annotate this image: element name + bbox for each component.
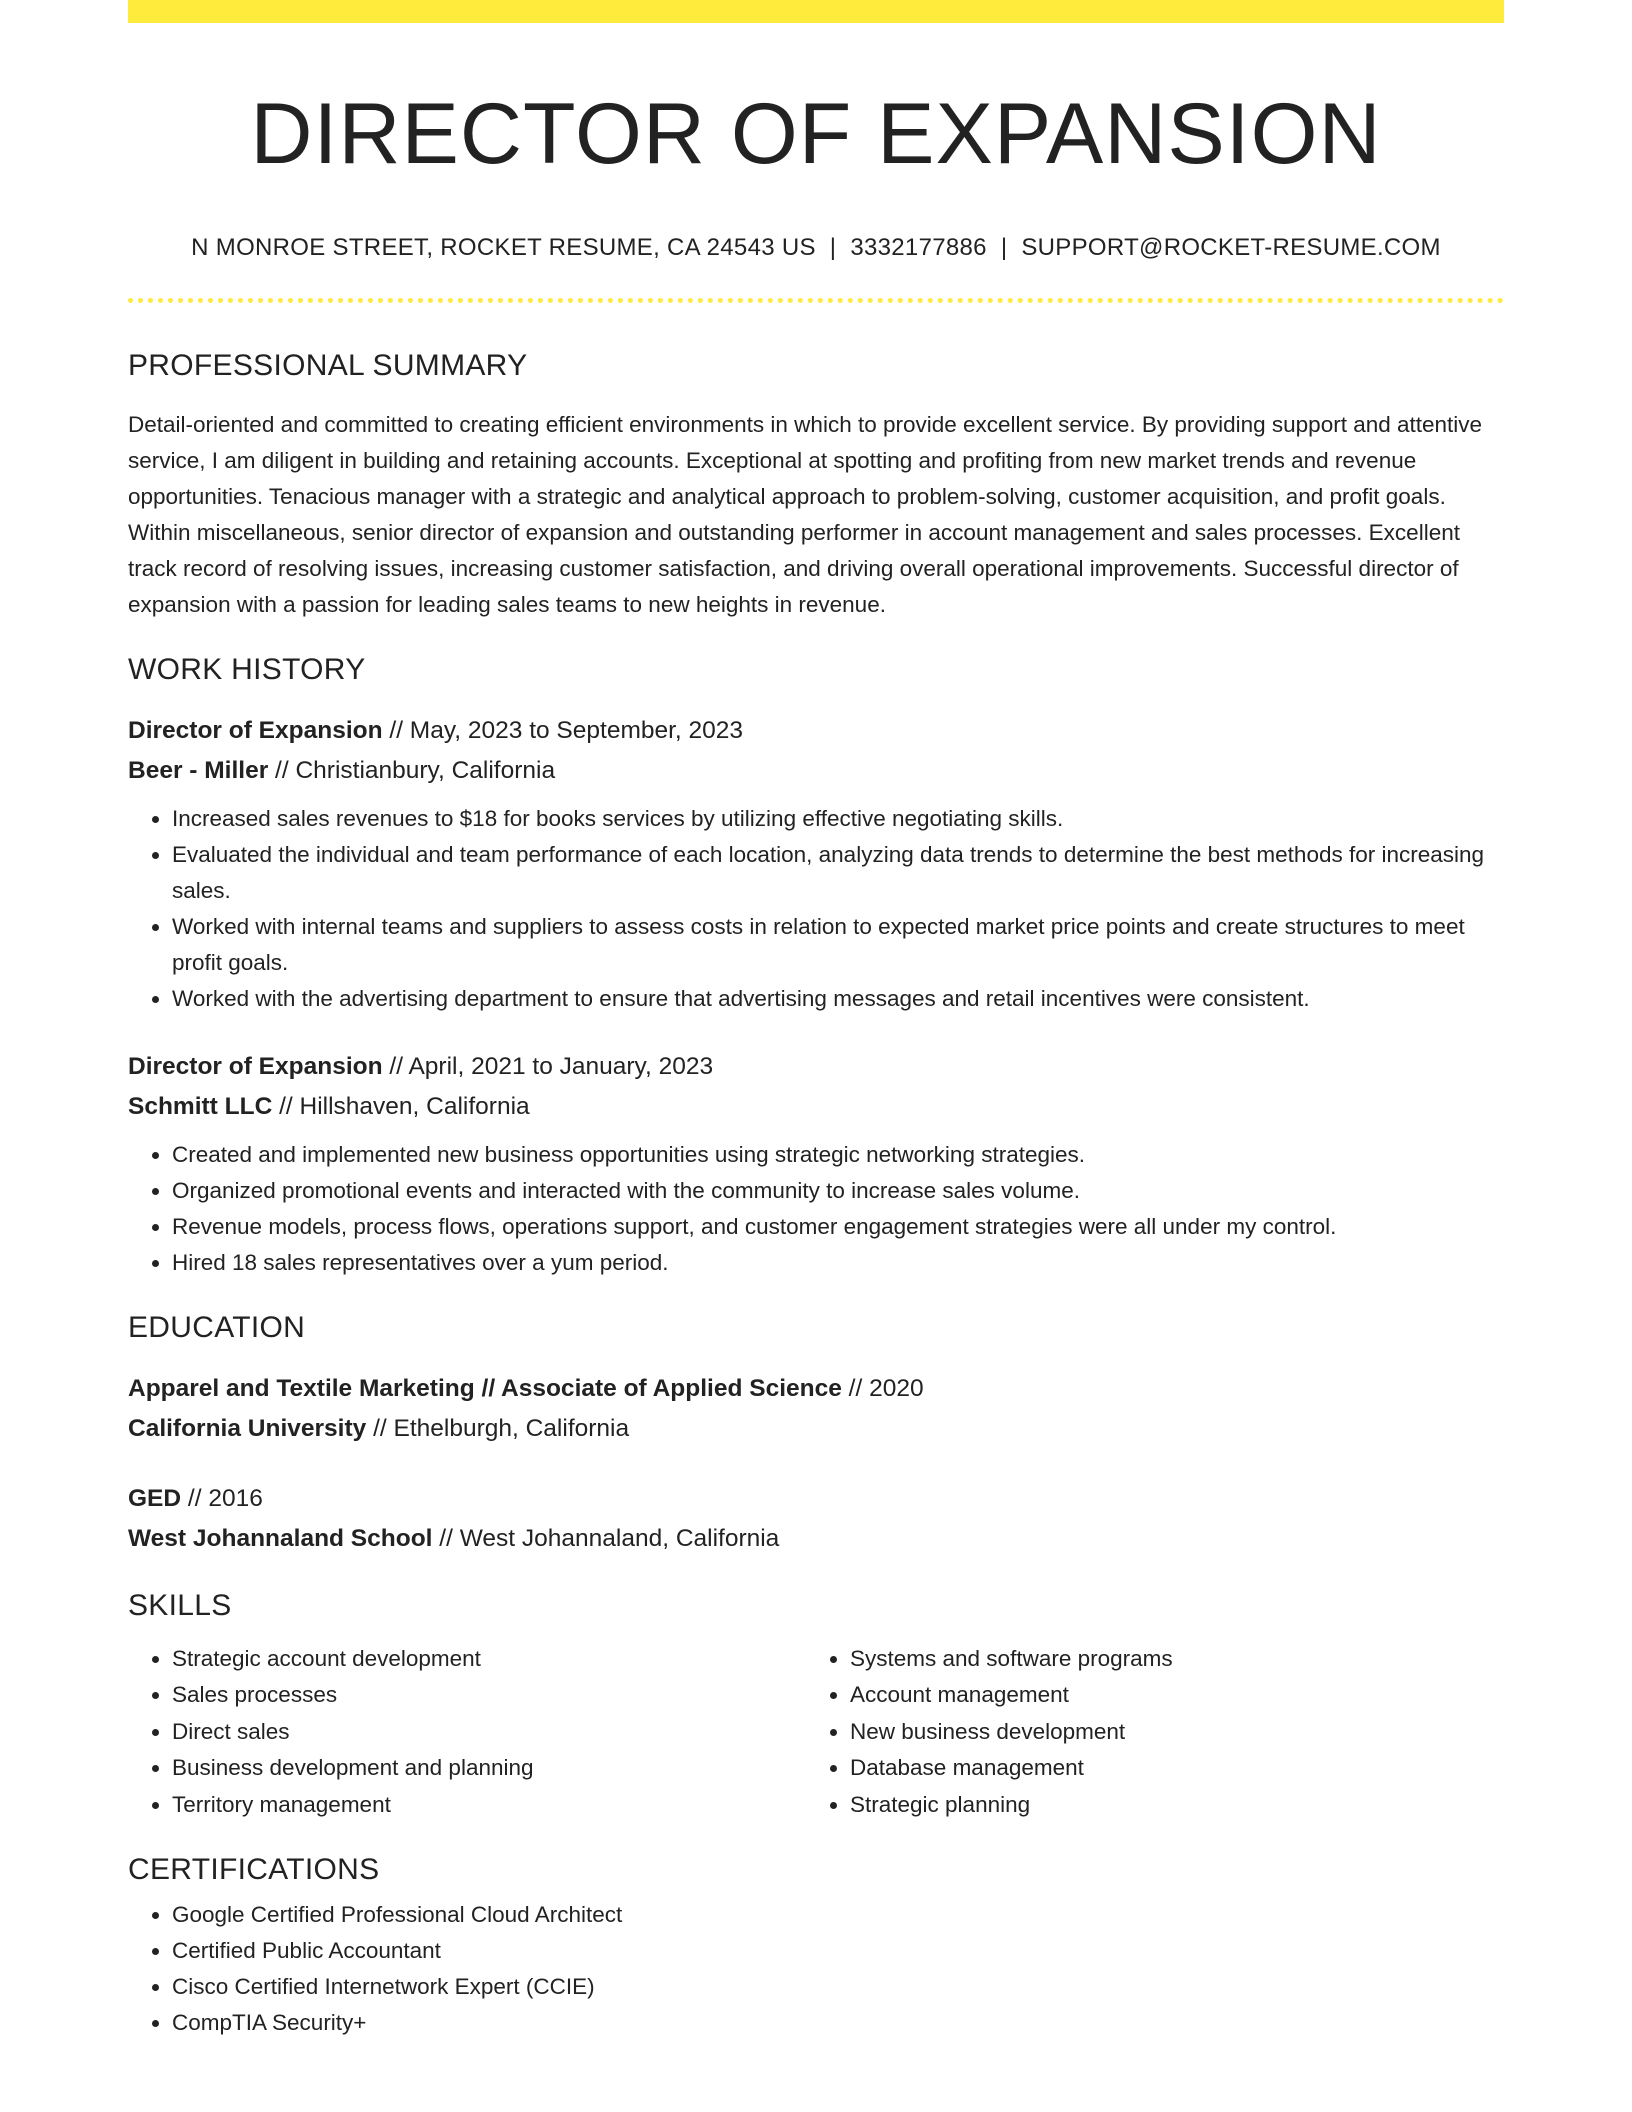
skill-item: • Sales processes [172,1677,806,1714]
certification-item: • CompTIA Security+ [172,2005,1504,2041]
skill-item: • Database management [850,1750,1484,1787]
education-year: // 2016 [181,1484,263,1512]
education-heading: EDUCATION [128,1310,306,1344]
education-school-line [128,1519,1504,1559]
job-bullet: • Created and implemented new business opportunities using strategic networking strategies. [172,1137,1504,1173]
job-company: Schmitt LLC [128,1092,273,1120]
summary-heading: PROFESSIONAL SUMMARY [128,348,528,382]
skills-list-left [128,1641,806,1824]
work-history-heading: WORK HISTORY [128,652,366,686]
job-location: // Christianbury, California [268,756,556,784]
contact-separator: | [1000,233,1008,261]
education-year: // 2020 [841,1374,924,1402]
contact-email: SUPPORT@ROCKET-RESUME.COM [1021,233,1441,261]
job-bullet: • Hired 18 sales representatives over a yum period. [172,1245,1504,1281]
education-degree-line [128,1369,1504,1409]
certification-item: • Google Certified Professional Cloud Architect [172,1897,1504,1933]
resume-page [128,0,1504,2041]
education-degree: GED [128,1484,182,1512]
job-company: Beer - Miller [128,756,269,784]
skill-item: • Business development and planning [172,1750,806,1787]
job-bullet: • Worked with the advertising department to ensure that advertising messages and retail incentives were consistent. [172,981,1504,1017]
job-entry [128,711,1504,1017]
education-school-line [128,1409,1504,1449]
skills-list-right [806,1641,1484,1824]
certification-item: • Cisco Certified Internetwork Expert (CCIE) [172,1969,1504,2005]
job-company-line [128,1087,1504,1127]
resume-name-title: DIRECTOR OF EXPANSION [250,86,1382,182]
skill-item: • Systems and software programs [850,1641,1484,1678]
certifications-list [128,1897,1504,2041]
education-degree: Apparel and Textile Marketing // Associate of Applied Science [128,1374,842,1402]
dotted-divider [128,298,1504,303]
accent-top-bar [128,0,1504,23]
education-degree-line [128,1479,1504,1519]
skill-item: • Territory management [172,1787,806,1824]
skill-item: • New business development [850,1714,1484,1751]
contact-separator: | [829,233,837,261]
job-location: // Hillshaven, California [272,1092,530,1120]
job-bullet: • Evaluated the individual and team performance of each location, analyzing data trends to determine the best methods for increasing sales. [172,837,1504,909]
skill-item: • Strategic planning [850,1787,1484,1824]
job-bullet: • Revenue models, process flows, operations support, and customer engagement strategies were all under my control. [172,1209,1504,1245]
contact-line [128,234,1504,262]
job-bullets [128,801,1504,1017]
skill-item: • Strategic account development [172,1641,806,1678]
education-location: // West Johannaland, California [432,1524,780,1552]
certification-item: • Certified Public Accountant [172,1933,1504,1969]
job-bullets [128,1137,1504,1281]
job-company-line [128,751,1504,791]
job-dates: // April, 2021 to January, 2023 [382,1052,714,1080]
job-bullet: • Increased sales revenues to $18 for books services by utilizing effective negotiating skills. [172,801,1504,837]
job-dates: // May, 2023 to September, 2023 [382,716,744,744]
job-role: Director of Expansion [128,716,383,744]
skill-item: • Account management [850,1677,1484,1714]
education-entry [128,1369,1504,1449]
job-role: Director of Expansion [128,1052,383,1080]
education-school: California University [128,1414,367,1442]
skill-item: • Direct sales [172,1714,806,1751]
contact-phone: 3332177886 [850,233,987,261]
summary-text: Detail-oriented and committed to creating efficient environments in which to provide excellent service. By providing support and attentive service, I am diligent in building and retaining accounts. Exceptional at spotting and profiting from new market trends and revenue opportunities. Tenacious manager with a strategic and analytical approach to problem-solving, customer acquisition, and profit goals. Within miscellaneous, senior director of expansion and outstanding performer in account management and sales processes. Excellent track record of resolving issues, increasing customer satisfaction, and driving overall operational improvements. Successful director of expansion with a passion for leading sales teams to new heights in revenue. [128,411,1483,617]
job-bullet: • Organized promotional events and interacted with the community to increase sales volume. [172,1173,1504,1209]
skills-heading: SKILLS [128,1588,232,1622]
education-school: West Johannaland School [128,1524,433,1552]
job-entry [128,1047,1504,1281]
certifications-heading: CERTIFICATIONS [128,1853,380,1887]
skills-grid [128,1641,1504,1824]
job-title-line [128,711,1504,751]
education-entry [128,1479,1504,1559]
job-bullet: • Worked with internal teams and suppliers to assess costs in relation to expected market price points and create structures to meet profit goals. [172,909,1504,981]
contact-address: N MONROE STREET, ROCKET RESUME, CA 24543 US [191,233,816,261]
job-title-line [128,1047,1504,1087]
education-location: // Ethelburgh, California [366,1414,630,1442]
